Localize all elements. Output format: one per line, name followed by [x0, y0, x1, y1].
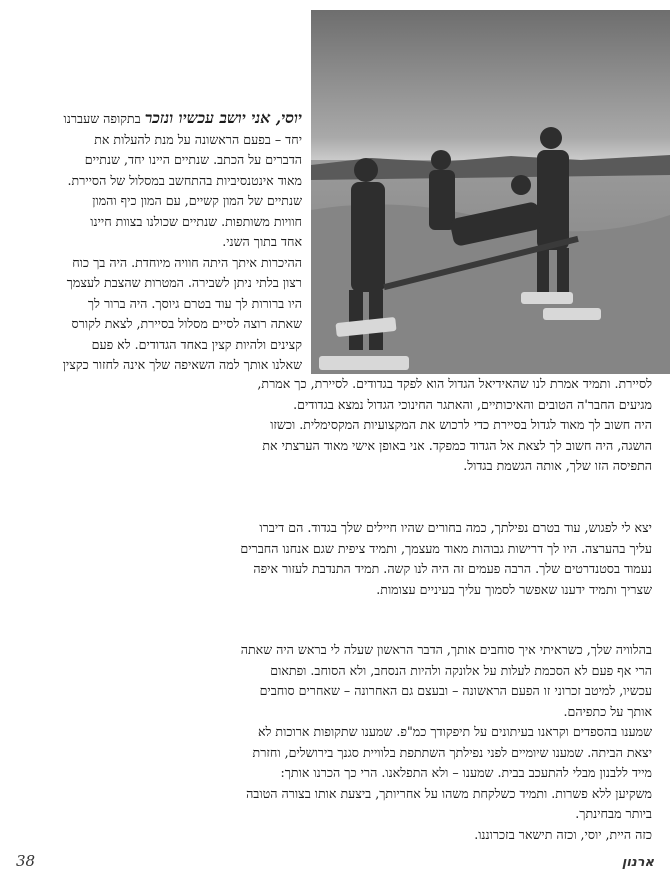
paragraph-1-wide-line-4: התפיסה הזו שלך, אותה הגשמת בגדול. — [463, 458, 652, 473]
paragraph-1-line-0 — [17, 108, 302, 130]
paragraph-2-line-3: שצריך ותמיד ידענו שאפשר לסמוך עליך בעיניים עצומות. — [376, 581, 652, 597]
paragraph-3-line-5: יצאת הביתה. שמענו שיומיים לפני נפילתך השתתפת בלוויית סגנך בירושלים, וחזרת — [252, 744, 652, 760]
paragraph-1-line-6: אחד בתוך השני. — [222, 234, 302, 249]
paragraph-1-line-3: מאוד אינטנסיביות בהתחשב במסלול של הסיירת. — [67, 172, 302, 188]
author-signature: ארנון — [621, 855, 654, 870]
paragraph-1-narrow — [17, 108, 302, 376]
paragraph-1-line-1: יחד – בפעם הראשונה על מנת להעלות את — [94, 131, 302, 147]
paragraph-1-line-2: הדברים על הכתב. שנתיים היינו יחד, שנתיים — [84, 152, 302, 167]
paragraph-1-line-12: שאלנו אותך למה השאיפה שלך אינה לחזור כקצין — [62, 357, 302, 372]
paragraph-2 — [17, 518, 652, 600]
page-number: 38 — [16, 852, 36, 870]
paragraph-2-line-0: יצא לי לפגוש, עוד בטרם נפילתך, כמה בחורים שהיו חיילים שלך בגדוד. הם דיברו — [259, 520, 652, 535]
paragraph-1-wide — [17, 374, 652, 477]
paragraph-1-wide-line-1: מגיעים החבר'ה הטובים והאיכותיים, והאתגר החינוכי הגדול נמצא בגדודים. — [293, 396, 652, 412]
paragraph-2-line-1: עליך בהערצה. היו לך דרישות גבוהות מאוד מעצמך, ותמיד ציפית שגם אנחנו החברים — [240, 540, 652, 556]
lead-phrase: יוסי, אני יושב עכשיו ונזכר — [144, 108, 302, 127]
paragraph-3-line-7: משקיען ללא פשרות. ותמיד כשלקחת משהו על אחריותך, ביצעת אותו בצורה הטובה — [246, 785, 652, 801]
paragraph-1-line-9: היו ברורות לך עוד בטרם גיוסך. היה ברור לך — [87, 295, 302, 311]
paragraph-1-line-5: חוויות משותפות. שנתיים שכולנו בצוות חיינו — [90, 213, 302, 229]
photo-image — [311, 10, 670, 374]
paragraph-1-line-7: ההיכרות איתך היתה חוויה מיוחדת. היה בך כוח — [72, 254, 302, 270]
paragraph-3-line-0: בהלוויה שלך, כשראיתי איך סוחבים אותך, הדבר הראשון שעלה לי בראש היה שאתה — [240, 642, 652, 657]
paragraph-3-line-3: אותך על כתפיהם. — [563, 703, 652, 719]
paragraph-1-line-0-text: בתקופה שעברנו — [63, 111, 141, 126]
paragraph-2-line-2: נעמוד בסטנדרטים שלך. הרבה פעמים זה היה לנו קשה. תמיד התנדבת לעזור איפה — [253, 561, 652, 576]
paragraph-3-line-1: הרי אף פעם לא הסכמת לעלות על אלונקה ולהיות הנסחב, ולא הסוחב. ופתאום — [270, 662, 652, 678]
soldiers-training-photo — [311, 10, 670, 374]
paragraph-3-line-2: עכשיו, למיטב זכרוני זו הפעם הראשונה – ובעצם גם האחרונה – שאחרים סוחבים — [259, 683, 652, 698]
paragraph-1-wide-line-3: הושגה, היה חשוב לך לצאת אל הגדוד כמפקד. אני באופן אישי מאוד הערצתי את — [262, 437, 652, 453]
paragraph-3-line-9: כזה היית, יוסי, וכזה תישאר בזכרוננו. — [474, 826, 652, 842]
paragraph-3-line-6: מייד ללבנון מבלי להתעכב בבית. שמענו – ולא התפלאנו. הרי כך הכרנו אותך: — [280, 765, 652, 780]
paragraph-1-wide-line-0: לסיירת. ותמיד אמרת לנו שהאידיאל הגדול הוא לפקד בגדודים. לסיירת, כך אמרת, — [257, 376, 652, 391]
paragraph-3-line-4: שמענו בהספדים וקראנו בעיתונים על תיפקודך כמ"פ. שמענו שתקופות ארוכות לא — [257, 724, 652, 739]
paragraph-3 — [17, 640, 652, 845]
paragraph-1-line-10: שאתה רוצה לסיים מסלול בסיירת, לצאת לקורס — [71, 316, 302, 331]
paragraph-1-line-8: רצון בלתי ניתן לשבירה. המטרות שהצבת לעצמך — [66, 275, 302, 290]
paragraph-1-line-11: קצינים ולהיות קצין באחד הגדודים. לא פעם — [91, 336, 302, 352]
paragraph-1-line-4: שנתיים של המון קשיים, עם המון כיף והמון — [92, 193, 302, 208]
paragraph-1-wide-line-2: היה חשוב לך מאוד לגדול בסיירת כדי לרכוש את המקצועיות המקסימלית. וכשזו — [270, 417, 652, 432]
paragraph-3-line-8: ביותר מבחינתך. — [575, 806, 652, 821]
